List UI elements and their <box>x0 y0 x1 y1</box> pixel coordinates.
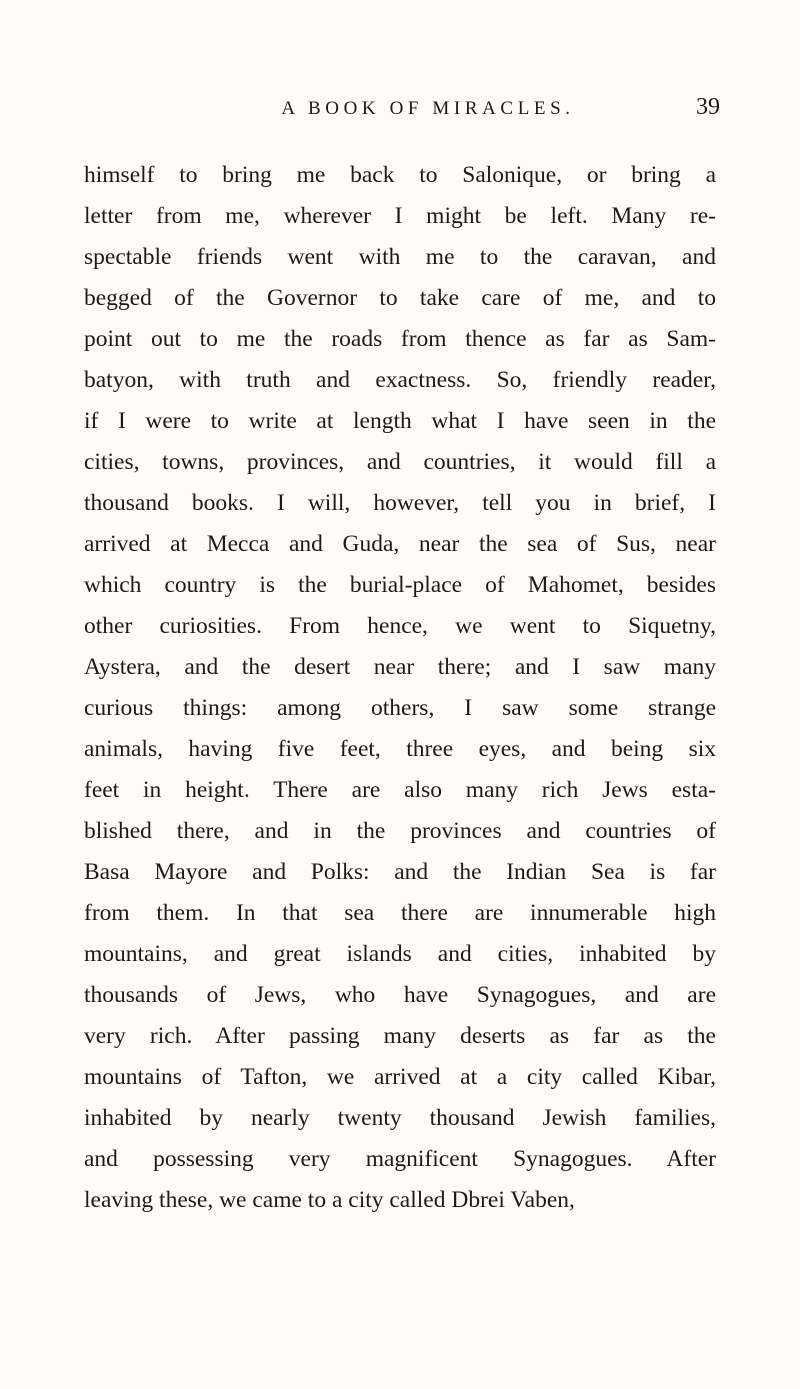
text-line: letter from me, wherever I might be left. Many re- <box>84 203 716 229</box>
text-line: arrived at Mecca and Guda, near the sea of Sus, near <box>84 531 716 557</box>
text-line: curious things: among others, I saw some strange <box>84 695 716 721</box>
page-number: 39 <box>696 94 720 120</box>
text-line: point out to me the roads from thence as far as Sam- <box>84 326 716 352</box>
text-line: mountains, and great islands and cities, inhabited by <box>84 941 716 967</box>
text-line: leaving these, we came to a city called Dbrei Vaben, <box>84 1187 575 1213</box>
text-line: from them. In that sea there are innumerable high <box>84 900 716 926</box>
running-head <box>84 92 720 126</box>
text-line: and possessing very magnificent Synagogues. After <box>84 1146 716 1172</box>
text-line: Basa Mayore and Polks: and the Indian Sea is far <box>84 859 716 885</box>
body-text <box>84 155 716 1221</box>
text-line: mountains of Tafton, we arrived at a city called Kibar, <box>84 1064 716 1090</box>
text-line: begged of the Governor to take care of me, and to <box>84 285 716 311</box>
text-line: very rich. After passing many deserts as far as the <box>84 1023 716 1049</box>
text-line: spectable friends went with me to the caravan, and <box>84 244 716 270</box>
text-line: himself to bring me back to Salonique, or bring a <box>84 162 716 188</box>
text-line: feet in height. There are also many rich Jews esta- <box>84 777 716 803</box>
text-line: thousand books. I will, however, tell you in brief, I <box>84 490 716 516</box>
text-line: blished there, and in the provinces and countries of <box>84 818 716 844</box>
text-line: thousands of Jews, who have Synagogues, and are <box>84 982 716 1008</box>
running-title: A BOOK OF MIRACLES. <box>281 98 575 119</box>
text-line: cities, towns, provinces, and countries, it would fill a <box>84 449 716 475</box>
text-line: Aystera, and the desert near there; and I saw many <box>84 654 716 680</box>
text-line: animals, having five feet, three eyes, and being six <box>84 736 716 762</box>
text-line: inhabited by nearly twenty thousand Jewish families, <box>84 1105 716 1131</box>
text-line: batyon, with truth and exactness. So, friendly reader, <box>84 367 716 393</box>
text-line: which country is the burial-place of Mahomet, besides <box>84 572 716 598</box>
text-line: other curiosities. From hence, we went to Siquetny, <box>84 613 716 639</box>
text-line: if I were to write at length what I have seen in the <box>84 408 716 434</box>
